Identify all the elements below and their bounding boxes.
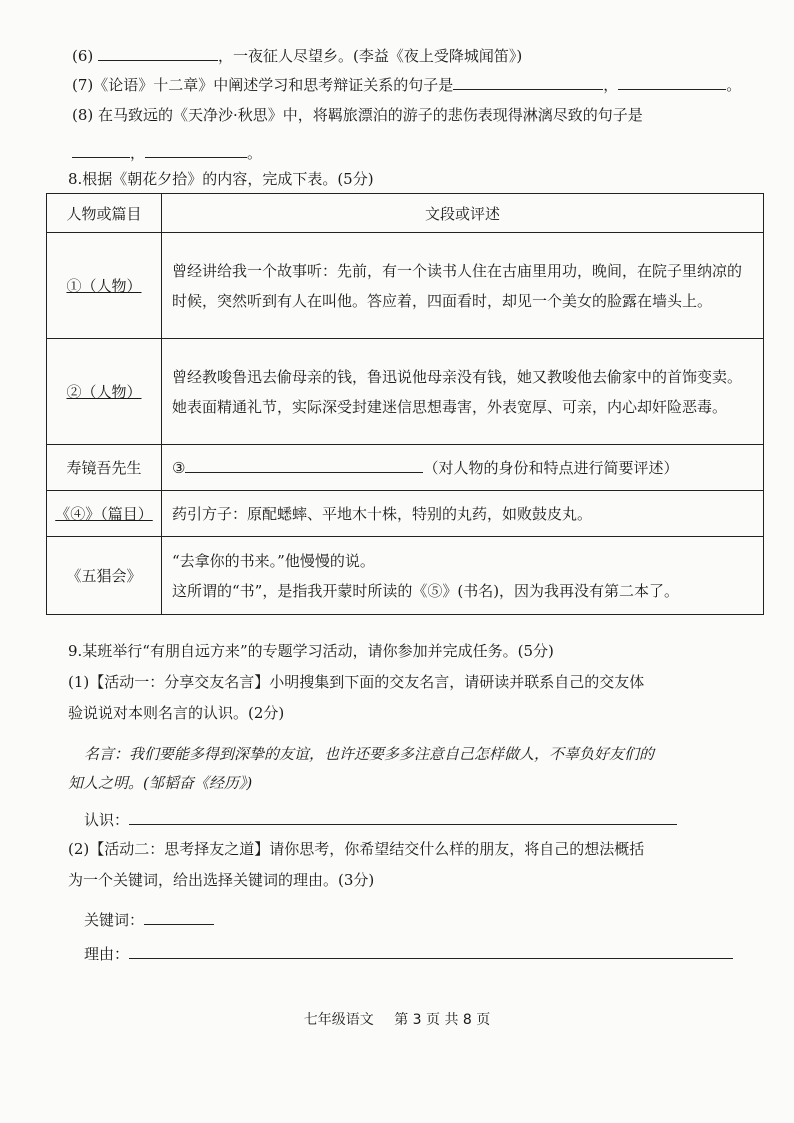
q8-table — [46, 193, 764, 615]
reason-row — [84, 942, 733, 965]
item-number: (7) — [72, 76, 94, 94]
item-text: 在马致远的《天净沙·秋思》中，将羁旅漂泊的游子的悲伤表现得淋漓尽致的句子是 — [98, 106, 643, 124]
keyword-label: 关键词： — [84, 911, 145, 929]
separator: ， — [130, 144, 146, 162]
row-content: 药引方子：原配蟋蟀、平地木十株，特别的丸药，如败鼓皮丸。 — [162, 491, 764, 537]
recognition-label: 认识： — [84, 811, 130, 829]
table-row — [47, 233, 764, 339]
q9-activity2-line2: 为一个关键词，给出选择关键词的理由。(3分) — [68, 871, 375, 889]
table-row — [47, 445, 764, 491]
item-text: 《论语》十二章》中阐述学习和思考辩证关系的句子是 — [93, 76, 454, 94]
page-footer — [0, 1009, 794, 1029]
answer-blank[interactable] — [145, 141, 247, 158]
separator: ， — [603, 76, 619, 94]
circle-number: ③ — [172, 458, 186, 477]
content-line: “去拿你的书来。”他慢慢的说。 — [172, 551, 375, 570]
footer-page-number: 第 3 页 共 8 页 — [394, 1012, 491, 1028]
row-content — [162, 445, 764, 491]
row-label: 《五猖会》 — [47, 537, 162, 615]
row-label: ①（人物） — [47, 233, 162, 339]
row-content: 曾经讲给我一个故事听：先前，有一个读书人住在古庙里用功，晚间，在院子里纳凉的时候，突然听到有人在叫他。答应着，四面看时，却见一个美女的脸露在墙头上。 — [162, 233, 764, 339]
item-number: (6) — [72, 47, 94, 65]
q9-activity1-line2: 验说说对本则名言的认识。(2分) — [68, 704, 285, 722]
item-text: ，一夜征人尽望乡。(李益《夜上受降城闻笛》) — [218, 47, 523, 65]
reason-answer-line[interactable] — [129, 942, 733, 959]
q9-activity1-line1: (1)【活动一：分享交友名言】小明搜集到下面的交友名言，请研读并联系自己的交友体 — [68, 673, 645, 691]
header-cell: 人物或篇目 — [47, 194, 162, 233]
answer-blank[interactable] — [185, 456, 423, 473]
recognition-answer-line[interactable] — [129, 808, 677, 825]
hint-text: （对人物的身份和特点进行简要评述） — [423, 458, 679, 477]
row-content: 曾经教唆鲁迅去偷母亲的钱，鲁迅说他母亲没有钱，她又教唆他去偷家中的首饰变卖。她表面精通礼节，实际深受封建迷信思想毒害，外表宽厚、可亲，内心却奸险恶毒。 — [162, 339, 764, 445]
keyword-row — [84, 908, 214, 931]
q9-title: 9.某班举行“有朋自远方来”的专题学习活动，请你参加并完成任务。(5分) — [68, 642, 554, 660]
table-row — [47, 491, 764, 537]
footer-subject: 七年级语文 — [303, 1012, 374, 1028]
quote-line2: 知人之明。(邹韬奋《经历》) — [68, 774, 253, 792]
q7-item-6 — [72, 44, 522, 67]
item-number: (8) — [72, 106, 94, 124]
table-header — [47, 194, 764, 233]
row-label: 寿镜吾先生 — [47, 445, 162, 491]
answer-blank[interactable] — [98, 44, 218, 61]
header-cell: 文段或评述 — [162, 194, 764, 233]
answer-blank[interactable] — [453, 73, 603, 90]
keyword-answer-line[interactable] — [144, 908, 214, 925]
row-content — [162, 537, 764, 615]
row-label: ②（人物） — [47, 339, 162, 445]
recognition-row — [84, 808, 677, 831]
q7-item-7 — [72, 73, 741, 96]
quote-line1: 名言：我们要能多得到深挚的友谊，也许还要多多注意自己怎样做人，不辜负好友们的 — [84, 745, 655, 763]
table-row — [47, 339, 764, 445]
period: 。 — [247, 144, 263, 162]
q7-item-8 — [72, 104, 643, 126]
period: 。 — [726, 76, 742, 94]
table-row — [47, 537, 764, 615]
q9-activity2-line1: (2)【活动二：思考择友之道】请你思考，你希望结交什么样的朋友，将自己的想法概括 — [68, 840, 645, 858]
answer-blank[interactable] — [618, 73, 726, 90]
answer-blank[interactable] — [72, 141, 130, 158]
q8-title: 8.根据《朝花夕拾》的内容，完成下表。(5分) — [68, 170, 374, 188]
content-line: 这所谓的“书”，是指我开蒙时所读的《⑤》(书名)，因为我再没有第二本了。 — [172, 581, 680, 600]
q7-item-8-blanks — [72, 141, 262, 164]
row-label: 《④》（篇目） — [47, 491, 162, 537]
reason-label: 理由： — [84, 945, 130, 963]
